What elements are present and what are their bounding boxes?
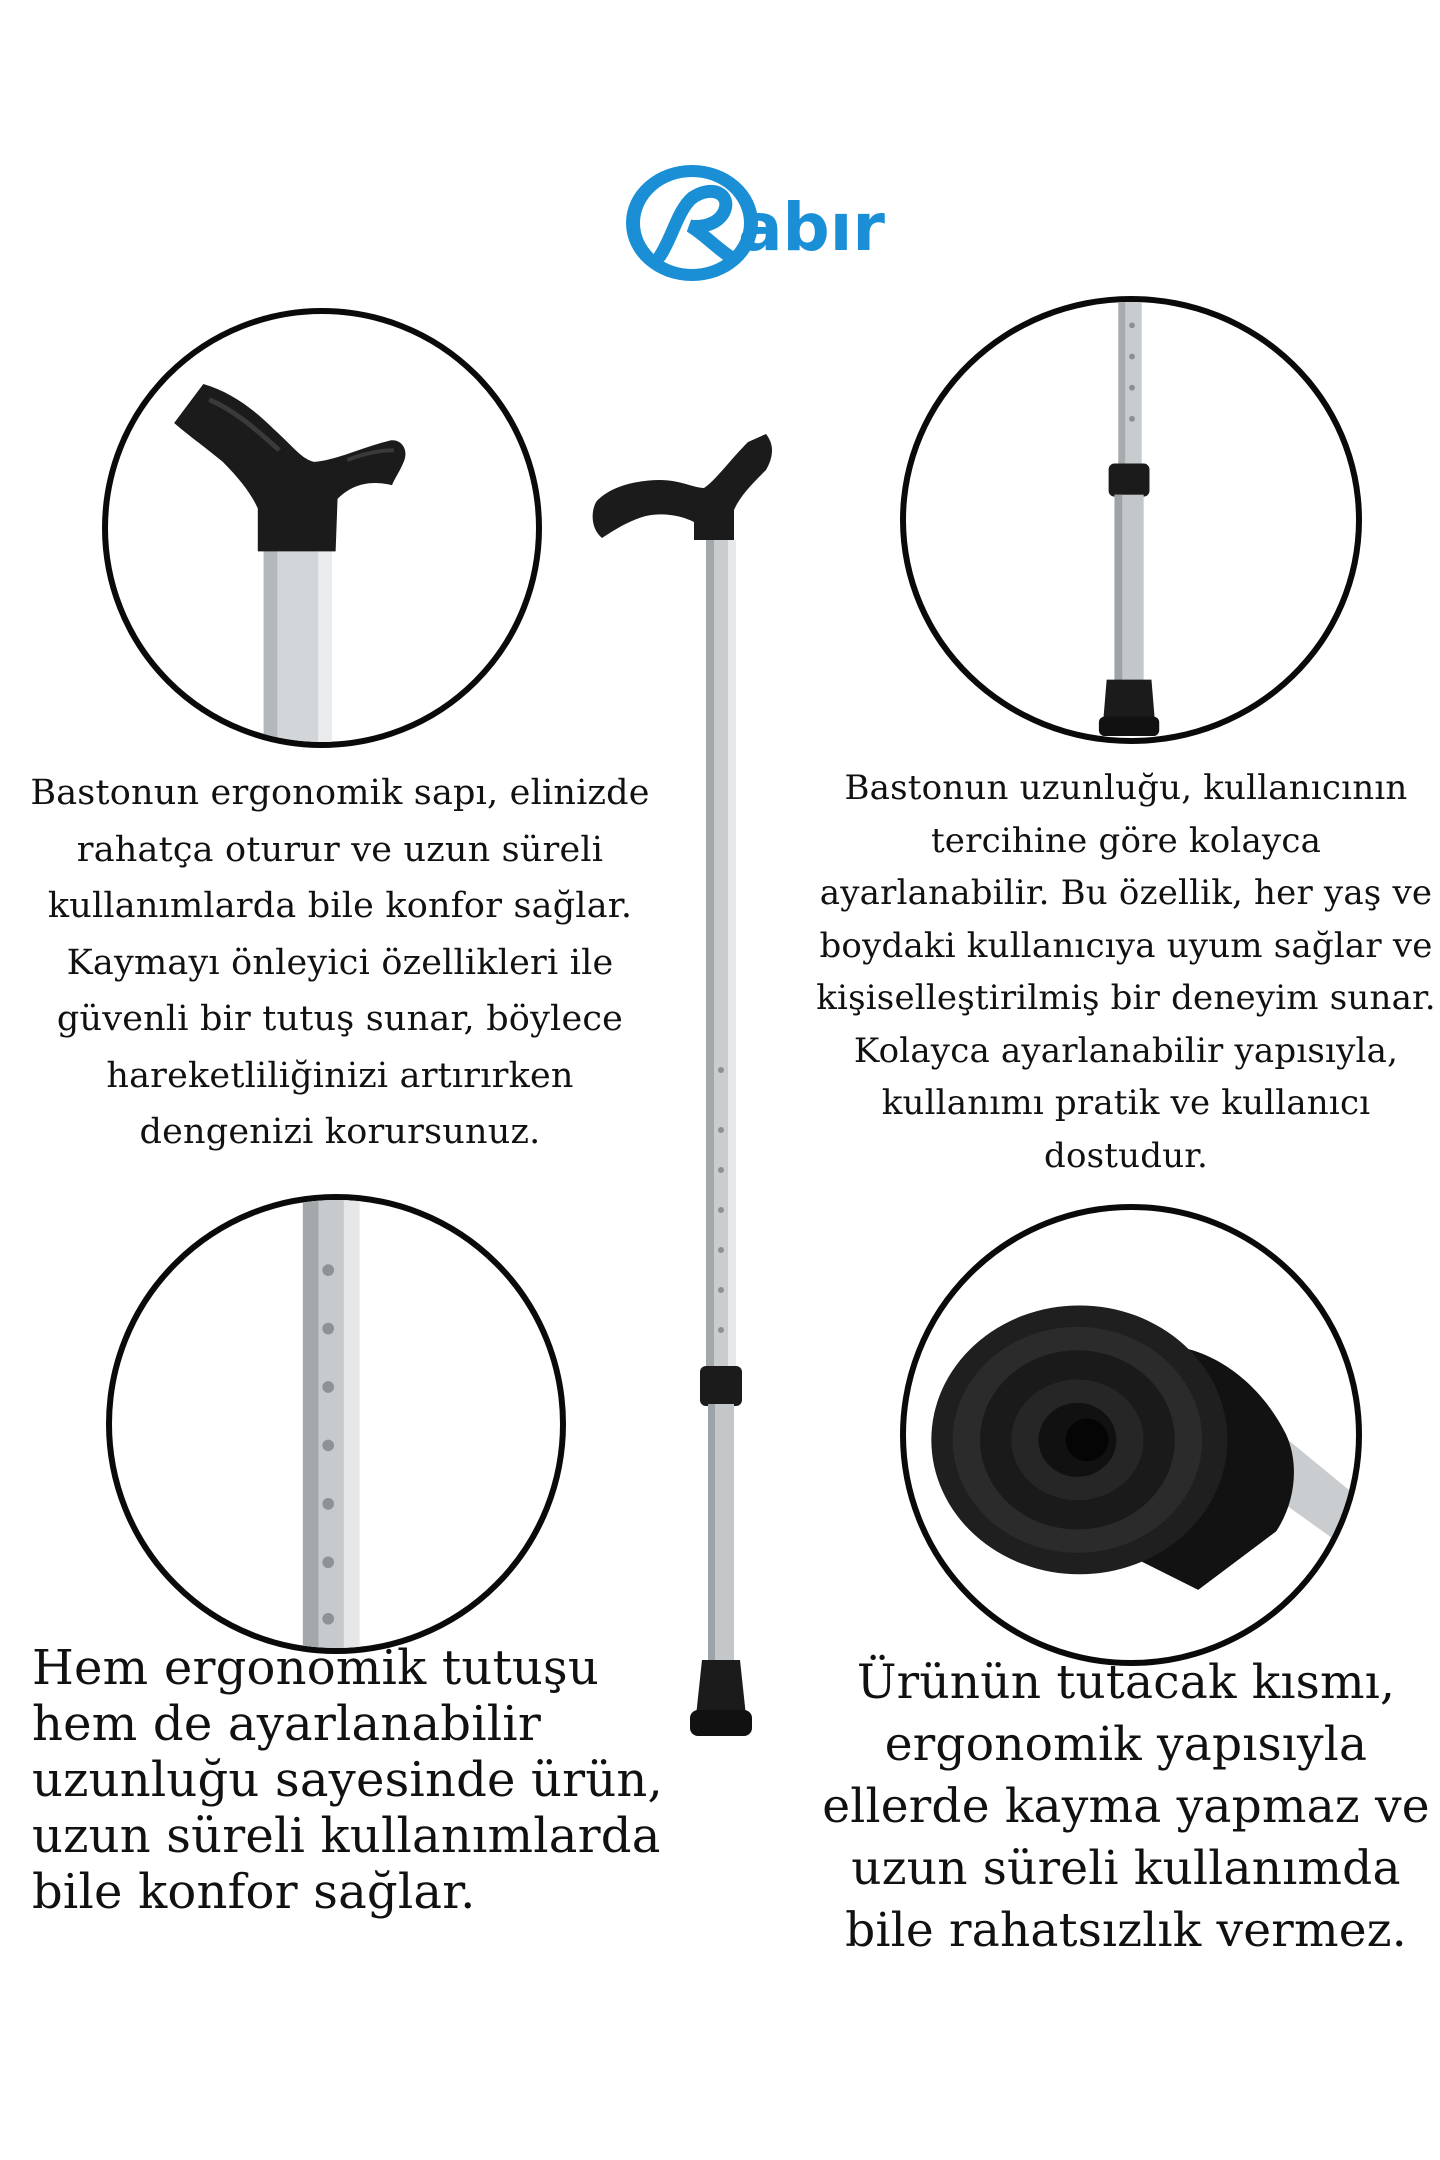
adjustable-shaft-icon [906, 302, 1356, 738]
handle-feature-text: Bastonun ergonomik sapı, elinizde rahatça oturur ve uzun süreli kullanımlarda bile konfor sağlar. Kaymayı önleyici özellikleri ile güvenli bir tutuş sunar, böylece hareketliliğinizi artırırken dengenizi korursunuz. [30, 773, 650, 1152]
shaft-holes-icon [112, 1200, 560, 1648]
rubber-tip-closeup [900, 1204, 1362, 1666]
length-feature-text: Bastonun uzunluğu, kullanıcının tercihine göre kolayca ayarlanabilir. Bu özellik, her yaş ve boydaki kullanıcıya uyum sağlar ve kişiselleştirilmiş bir deneyim sunar. Kolayca ayarlanabilir yapısıyla, kullanımı pratik ve kullanıcı dostudur. [816, 768, 1436, 1176]
length-adjust-closeup [900, 296, 1362, 744]
cane-handle-icon [108, 314, 536, 742]
svg-text:abır: abır [738, 189, 885, 266]
grip-length-feature-text: Hem ergonomik tutuşu hem de ayarlanabilir uzunluğu sayesinde ürün, uzun süreli kullanımlarda bile konfor sağlar. [32, 1640, 664, 1920]
rubber-tip-icon [906, 1210, 1356, 1660]
brand-logo [620, 158, 910, 288]
handle-closeup [102, 308, 542, 748]
tip-feature-text: Ürünün tutacak kısmı, ergonomik yapısıyla ellerde kayma yapmaz ve uzun süreli kullanımda bile rahatsızlık vermez. [822, 1655, 1430, 1958]
adjustment-holes-closeup [106, 1194, 566, 1654]
rabir-logo-mark [620, 158, 910, 288]
